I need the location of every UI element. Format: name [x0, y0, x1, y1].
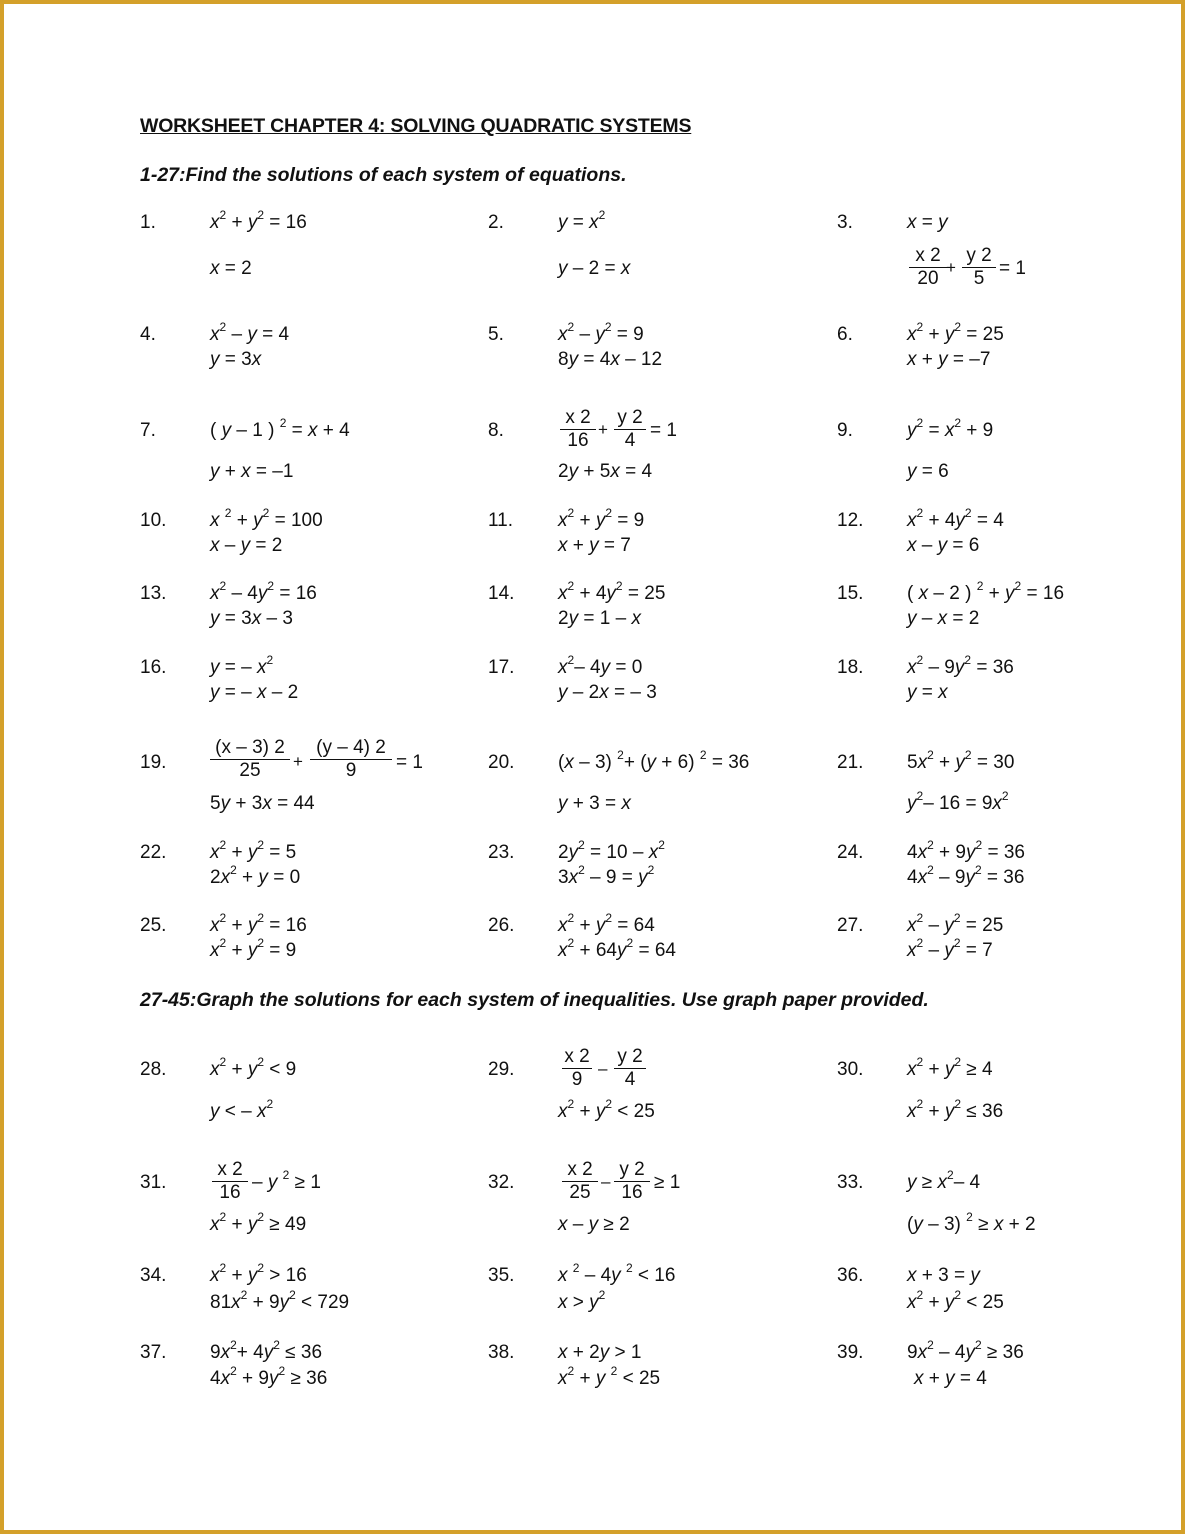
problem-number: 35.: [488, 1265, 515, 1286]
equation: $81x^2 + 9y^2 < 729$: [210, 1288, 350, 1313]
equation: $x^2 + y^2 = 5$: [210, 838, 297, 863]
equation: $5x^2 + y^2 = 30$: [907, 748, 1015, 773]
equation: $x^2 - y^2 = 9$: [558, 320, 644, 345]
equation: $x^2 + y^2 = 64$: [558, 911, 655, 936]
problem-number: 23.: [488, 842, 515, 863]
equation: $2y^2 = 10 - x^2$: [558, 838, 665, 863]
equation: $x^2 + y^2 = 9$: [210, 936, 297, 961]
equation: x + y = 7: [558, 535, 631, 556]
problem-number: 22.: [140, 842, 167, 863]
problem-number: 7.: [140, 420, 156, 441]
problem-number: 8.: [488, 420, 504, 441]
equation: $x^2 + y^2 \le 36$: [907, 1097, 1004, 1122]
equation: $x^2 + y^2 = 16$: [210, 208, 307, 233]
equation: y + 3 = x: [558, 793, 631, 814]
equation: x – y ≥ 2: [558, 1214, 630, 1235]
equation: $x^2 + y^2 < 25$: [907, 1288, 1004, 1313]
equation: x + y = 4: [914, 1368, 987, 1389]
problem-number: 14.: [488, 583, 515, 604]
equation: x = y: [907, 212, 948, 233]
equation: ( y – 1 ) $^2$ = x + 4: [210, 416, 350, 441]
equation: $x^2 + 4y^2 = 4$: [907, 506, 1004, 531]
equation: $y = x^2$: [558, 208, 606, 233]
problem-number: 24.: [837, 842, 864, 863]
equation: $x^2 - 9y^2 = 36$: [907, 653, 1014, 678]
equation: x + y = –7: [907, 349, 991, 370]
section-heading-inequalities: 27-45:Graph the solutions for each system of inequalities. Use graph paper provided.: [140, 989, 929, 1011]
problem-number: 20.: [488, 752, 515, 773]
equation: $x^2 + y^2 < 9$: [210, 1055, 297, 1080]
equation: $y^2-$ $16 = 9x^2$: [907, 789, 1009, 814]
equation: $y^2 = x^2 + 9$: [907, 416, 994, 441]
equation: $x^2 - y = 4$: [210, 320, 290, 345]
fraction: x 2 20: [909, 246, 947, 289]
equation: $x^2 + y^2 > 16$: [210, 1261, 307, 1286]
equation: $3x^2 - 9 = y^2$: [558, 863, 655, 888]
problem-number: 29.: [488, 1059, 515, 1080]
equation: y = – $x^2$: [210, 653, 274, 678]
equation: y + x = –1: [210, 461, 294, 482]
problem-number: 34.: [140, 1265, 167, 1286]
problem-number: 4.: [140, 324, 156, 345]
problem-number: 6.: [837, 324, 853, 345]
equation: x + 2y > 1: [558, 1342, 642, 1363]
problem-number: 12.: [837, 510, 864, 531]
fraction: y 2 16: [614, 1160, 650, 1203]
worksheet-title: WORKSHEET CHAPTER 4: SOLVING QUADRATIC SYSTEMS: [140, 115, 692, 137]
equation: $4x^2 - 9y^2 = 36$: [907, 863, 1025, 888]
equation: $x > y^2$: [558, 1288, 606, 1313]
equation: x – y = 2: [210, 535, 283, 556]
equation: ( x – 2 ) $^2 + y^2 = 16$: [907, 579, 1065, 604]
problem-number: 13.: [140, 583, 167, 604]
equation: – y $^2$ ≥ 1: [252, 1168, 321, 1193]
equation: y = 3x – 3: [210, 608, 293, 629]
equation: = 1: [650, 420, 677, 441]
equation: $x^2 - y^2 = 25$: [907, 911, 1004, 936]
equation: 2y + 5x = 4: [558, 461, 653, 482]
fraction: (x – 3) 2 25: [210, 738, 290, 781]
equation: $x^2 - 4y^2 = 16$: [210, 579, 317, 604]
problem-number: 28.: [140, 1059, 167, 1080]
worksheet-page: WORKSHEET CHAPTER 4: SOLVING QUADRATIC SYSTEMS 1-27:Find the solutions of each system of equations. 27-45:Graph the solutions for each system of inequalities. Use graph paper provided. 1. $x^2 + y^2 = 16$ x = 2 2. $y = x^2$ y – 2 = x 3. x = y x 2 20 + y 2 5 = 1 4. $x^2 - y = 4$ y = 3x 5. $x^2 - y^2 = 9$ 8y = 4x – 12 6. $x^2 + y^2 = 25$ x + y = –7 7. ( y – 1 ) $^2$ = x + 4 y + x = –1 8. x 2 16 + y 2 4 = 1 2y + 5x = 4 9. $y^2 = x^2 + 9$ y = 6 10. x $^2 + y^2 = 100$ x – y = 2 11. $x^2 + y^2 = 9$ x + y = 7 12. $x^2 + 4y^2 = 4$ x – y = 6 13. $x^2 - 4y^2 = 16$ y = 3x – 3 14. $x^2 + 4y^2 = 25$ 2y = 1 – x 15. ( x – 2 ) $^2 + y^2 = 16$ y – x = 2 16. y = – $x^2$ y = – x – 2 17. $x^2-$ 4y = 0 y – 2x = – 3 18. $x^2 - 9y^2 = 36$ y = x 19. (x – 3) 2 25 + (y – 4) 2 9 = 1 5y + 3x = 44 20. (x – 3) $^2$+ (y + 6) $^2$ = 36 y + 3 = x 21. $5x^2 + y^2 = 30$ $y^2-$ $16 = 9x^2$ 22. $x^2 + y^2 = 5$ $2x^2 + y = 0$ 23. $2y^2 = 10 - x^2$ $3x^2 - 9 = y^2$ 24. $4x^2 + 9y^2 = 36$ $4x^2 - 9y^2 = 36$ 25. $x^2 + y^2 = 16$ $x^2 + y^2 = 9$ 26. $x^2 + y^2 = 64$ $x^2 + 64y^2 = 64$ 27. $x^2 - y^2 = 25$ $x^2 - y^2 = 7$ 28. $x^2 + y^2 < 9$ y < – $x^2$ 29. x 2 9 – y 2 4 $x^2 + y^2 < 25$ 30. $x^2 + y^2 \ge 4$ $x^2 + y^2 \le 36$ 31. x 2 16 – y $^2$ ≥ 1 $x^2 + y^2 \ge 49$ 32. x 2 25 – y 2 16 ≥ 1 x – y ≥ 2 33. $y \ge x^2-$ 4 (y – 3) $^2$ ≥ x + 2 34. $x^2 + y^2 > 16$ $81x^2 + 9y^2 < 729$ 35. x $^2$ – 4y $^2$ < 16 $x > y^2$ 36. x + 3 = y $x^2 + y^2 < 25$ 37. $9x^2+ 4y^2 \le 36$ $4x^2 + 9y^2 \ge 36$ 38. x + 2y > 1 $x^2 + y$ $^2$ < 25 39. $9x^2 - 4y^2 \ge 36$ x + y = 4: [0, 0, 1185, 1534]
problem-number: 39.: [837, 1342, 864, 1363]
equation: $9x^2+ 4y^2 \le 36$: [210, 1338, 323, 1363]
fraction: y 2 5: [962, 246, 996, 289]
equation: $y \ge x^2-$ 4: [907, 1168, 981, 1193]
problem-number: 1.: [140, 212, 156, 233]
equation: $x^2 + y^2 < 25$: [558, 1097, 655, 1122]
problem-number: 26.: [488, 915, 515, 936]
problem-number: 16.: [140, 657, 167, 678]
problem-number: 3.: [837, 212, 853, 233]
equation: (y – 3) $^2$ ≥ x + 2: [907, 1210, 1036, 1235]
equation: ≥ 1: [654, 1172, 681, 1193]
equation: x $^2 + y^2 = 100$: [210, 506, 323, 531]
problem-number: 21.: [837, 752, 864, 773]
problem-number: 36.: [837, 1265, 864, 1286]
equation: $x^2 + y$ $^2$ < 25: [558, 1364, 661, 1389]
equation: = 1: [999, 258, 1026, 279]
problem-number: 5.: [488, 324, 504, 345]
problem-number: 37.: [140, 1342, 167, 1363]
equation: y < – $x^2$: [210, 1097, 274, 1122]
equation: $4x^2 + 9y^2 = 36$: [907, 838, 1025, 863]
equation: 8y = 4x – 12: [558, 349, 663, 370]
equation: (x – 3) $^2$+ (y + 6) $^2$ = 36: [558, 748, 750, 773]
problem-number: 19.: [140, 752, 167, 773]
equation: $x^2-$ 4y = 0: [558, 653, 643, 678]
problem-number: 30.: [837, 1059, 864, 1080]
equation: y – x = 2: [907, 608, 980, 629]
fraction: (y – 4) 2 9: [310, 738, 392, 781]
equation: y = 3x: [210, 349, 262, 370]
fraction: y 2 4: [614, 408, 646, 451]
equation: $x^2 + y^2 \ge 4$: [907, 1055, 993, 1080]
equation: = 1: [396, 752, 423, 773]
equation: $x^2 + 64y^2 = 64$: [558, 936, 676, 961]
equation: 2y = 1 – x: [558, 608, 641, 629]
equation: $x^2 - y^2 = 7$: [907, 936, 993, 961]
problem-number: 11.: [488, 510, 514, 531]
equation: x $^2$ – 4y $^2$ < 16: [558, 1261, 676, 1286]
problem-number: 32.: [488, 1172, 515, 1193]
equation: $x^2 + y^2 \ge 49$: [210, 1210, 307, 1235]
equation: x + 3 = y: [907, 1265, 980, 1286]
equation: $x^2 + 4y^2 = 25$: [558, 579, 666, 604]
equation: 5y + 3x = 44: [210, 793, 315, 814]
section-heading-equations: 1-27:Find the solutions of each system of equations.: [140, 164, 627, 186]
problem-number: 25.: [140, 915, 167, 936]
problem-number: 38.: [488, 1342, 515, 1363]
equation: $x^2 + y^2 = 9$: [558, 506, 645, 531]
fraction: y 2 4: [614, 1047, 646, 1090]
equation: x – y = 6: [907, 535, 980, 556]
problem-number: 9.: [837, 420, 853, 441]
equation: $2x^2 + y = 0$: [210, 863, 301, 888]
equation: y – 2 = x: [558, 258, 631, 279]
equation: y – 2x = – 3: [558, 682, 657, 703]
problem-number: 33.: [837, 1172, 864, 1193]
problem-number: 27.: [837, 915, 864, 936]
problem-number: 10.: [140, 510, 167, 531]
equation: $4x^2 + 9y^2 \ge 36$: [210, 1364, 328, 1389]
equation: y = – x – 2: [210, 682, 299, 703]
problem-number: 15.: [837, 583, 864, 604]
equation: $x^2 + y^2 = 25$: [907, 320, 1004, 345]
equation: $9x^2 - 4y^2 \ge 36$: [907, 1338, 1024, 1363]
fraction: x 2 16: [560, 408, 596, 451]
fraction: x 2 9: [562, 1047, 592, 1090]
equation: $x^2 + y^2 = 16$: [210, 911, 307, 936]
problem-number: 17.: [488, 657, 515, 678]
problem-number: 18.: [837, 657, 864, 678]
equation: y = x: [907, 682, 948, 703]
fraction: x 2 25: [562, 1160, 598, 1203]
equation: x = 2: [210, 258, 252, 279]
problem-number: 2.: [488, 212, 504, 233]
problem-number: 31.: [140, 1172, 167, 1193]
equation: y = 6: [907, 461, 949, 482]
fraction: x 2 16: [212, 1160, 248, 1203]
